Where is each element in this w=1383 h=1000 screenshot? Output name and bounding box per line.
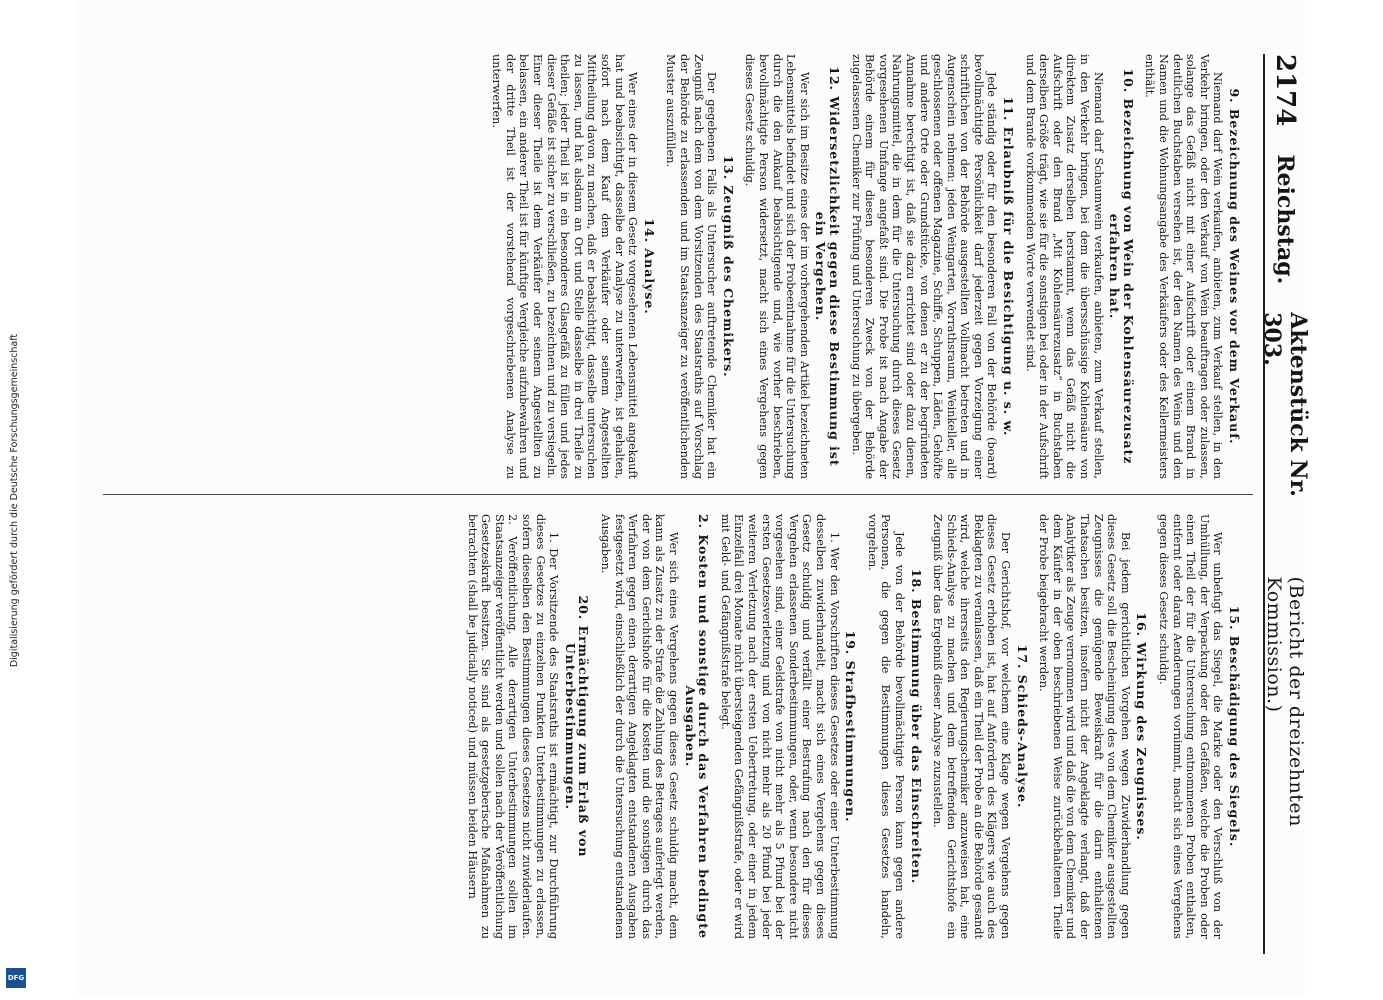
section-text: 1. Wer den Vorschriften dieses Gesetzes oder einer Unterbestimmung desselben zuwiderhandelt, macht sich eines Vergehens gegen dieses Gesetz schuldig und verfällt einer Bestrafung nach den für dieses Vergehen erlassenen Sonderbestimmungen, oder, wenn besondere nicht vorgesehen sind, einer Geldstrafe von nicht mehr als 5 Pfund bei der ersten Gesetzesverletzung und von nicht mehr als 20 Pfund bei jeder weiteren Verletzung nach der ersten Uebertretung, oder einer in jedem Einzelfall drei Monate nicht übersteigenden Gefängnißstrafe, oder er wird mit Geld- und Gefängnißstrafe belegt. — [718, 514, 841, 939]
digitization-note — [0, 0, 30, 1000]
page-number: 2174 — [1270, 54, 1300, 127]
section-title: 18. Bestimmung über das Einschreiten. — [908, 568, 924, 885]
section-text: Bei jedem gerichtlichen Vorgehen wegen Zuwiderhandlung gegen dieses Gesetz soll die Bescheinigung des von dem Chemiker ausgestellten Zeugnisses die genügende Beweiskraft für die darin enthaltenen Thatsachen besitzen, insofern nicht der Angeklagte verlangt, daß der Analytiker als Zeuge vernommen wird und daß die von dem Chemiker und dem Käufer in der oben beschriebenen Weise zurückbehaltenen Theile der Probe beigebracht werden. — [1037, 514, 1132, 939]
column-divider — [103, 494, 1253, 495]
section-text: Wer eines der in diesem Gesetz vorgesehenen Lebensmittel angekauft hat und beabsichtigt, dasselbe der Analyse zu unterwerfen, ist gehalten, sofort nach dem Kauf dem Verkäufer oder seinem Angestellten Mittheilung davon zu machen, daß er beabsichtigt, dasselbe untersuchen zu lassen, und hat alsdann an Ort und Stelle dasselbe in drei Theile zu theilen; jeder Theil ist in ein besonderes Glasgefäß zu füllen und jedes dieser Gefäße ist sicher zu verschließen, zu bezeichnen und zu versiegeln. Einer dieser Theile ist dem Verkäufer oder seinem Angestellten zu belassen, ein anderer Theil ist für künftige Vergleiche aufzubewahren und der dritte Theil ist der vorstehend vorgeschriebenen Analyse zu unterwerfen. — [490, 54, 640, 479]
digitization-note-text: Digitalisierung gefördert durch die Deutsche Forschungsgemeinschaft — [9, 333, 21, 667]
section-text: Jede von der Behörde bevollmächtigte Person kann gegen andere Personen, die gegen die Bestimmungen dieses Gesetzes handeln, vorgehen. — [865, 514, 906, 939]
header-document: Aktenstück Nr. 303. — [1259, 312, 1311, 497]
section-title: 15. Beschädigung des Siegels. — [1227, 605, 1242, 848]
section-text: Jede ständig oder für den besonderen Fall von der Behörde (board) bevollmächtigte Persönlichkeit darf jederzeit gegen Vorzeigung einer schriftlichen von der Behörde ausgestellten Vollmacht betreten und in Augenschein nehmen: jeden Weingarten, Vorrathsraum, Weinkeller, alle geschlossenen oder offenen Magazine, Schiffe, Schuppen, Läden, Gehöfte und andere Orte oder Grundstücke, von denen er zu der begründeten Annahme berechtigt ist, daß sie dazu errichtet sind oder dazu dienen, Nahrungsmittel, die in dem für die Untersuchung durch dieses Gesetz vorgesehenen Umfange angefaßt sind. Die Probe ist nach Angabe der Behörde einem für diesen besonderen Zweck von der Behörde zugelassenen Chemiker zur Prüfung und Untersuchung zu übergeben. — [849, 54, 999, 479]
section-text: Niemand darf Wein verkaufen, anbieten, zum Verkauf stellen, in den Verkehr bringen, oder den Verkauf von Wein beauftragen oder zulassen, solange das Gefäß nicht mit einer Aufschrift oder einem Brand in deutlichen Buchstaben versehen ist, der den Namen des Weins und den Namen und die Wohnungsangabe des Verkäufers oder des Kellermeisters enthält. — [1143, 54, 1225, 479]
section-title: 10. Bezeichnung von Wein der Kohlensäurezusatz erfahren hat. — [1107, 68, 1136, 465]
section-title: 11. Erlaubniß für die Besichtigung u. s. w. — [1001, 96, 1017, 437]
right-column — [89, 514, 1249, 939]
section-title: 20. Ermächtigung zum Erlaß von Unterbestimmungen. — [562, 595, 592, 858]
section-title: 16. Wirkung des Zeugnisses. — [1134, 612, 1150, 841]
section-text: Wer sich im Besitze eines der im vorhergehenden Artikel bezeichneten Lebensmittels befindet und sich der Probeentnahme für die Untersuchung durch die den Ankauf beabsichtigende und, wie vorher beschrieben, bevollmächtigte Person widersetzt, macht sich eines Vergehens gegen dieses Gesetz schuldig. — [743, 54, 811, 479]
section-title: 14. Analyse. — [641, 218, 657, 315]
left-column — [89, 54, 1249, 479]
page-header — [1259, 54, 1311, 954]
document-page — [75, 0, 1311, 994]
dfg-logo — [6, 968, 26, 988]
section-text: Wer unbefugt das Siegel, die Marke oder den Verschluß von der Umhüllung, der Verpackung oder den Gefäßen, welche die Proben oder einen Theil der für die Untersuchung entnommenen Proben enthalten, entfernt oder daran Aenderungen vornimmt, macht sich eines Vergehens gegen dieses Gesetz schuldig. — [1157, 514, 1225, 939]
header-body: Reichstag. — [1272, 154, 1298, 285]
section-title: 13. Zeugniß des Chemikers. — [720, 155, 736, 378]
section-title: 19. Strafbestimmungen. — [843, 630, 859, 823]
section-text: 1. Der Vorsitzende des Staatsraths ist ermächtigt, zur Durchführung dieses Gesetzes zu einzelnen Punkten Unterbestimmungen zu erlassen, sofern dieselben den Bestimmungen dieses Gesetzes nicht zuwiderlaufen. 2. Veröffentlichung. Alle derartigen Unterbestimmungen sollen im Staatsanzeiger veröffentlicht werden und sollen nach der Veröffentlichung Gesetzeskraft besitzen. Sie sind als gesetzgeberische Maßnahmen zu betrachten (shall be judicially noticed) und müssen beiden Häusern — [465, 514, 561, 939]
section-title: 17. Schieds-Analyse. — [1014, 644, 1030, 809]
dfg-logo-text: DFG — [7, 974, 25, 982]
section-text: Wer sich eines Vergehens gegen dieses Gesetz schuldig macht, dem kann als Zusatz zu der Strafe die Zahlung des Betrages auferlegt werden, der von dem Gerichtshofe für die Kosten und die sonstigen durch das Verfahren gegen einen derartigen Angeklagten entstandenen Ausgaben festgesetzt wird, einschließlich der durch die Untersuchung entstandenen Ausgaben. — [599, 514, 681, 939]
header-title: (Bericht der dreizehnten Kommission.) — [1263, 576, 1307, 827]
section-title: 12. Widersetzlichkeit gegen diese Bestimmung ist ein Vergehen. — [813, 66, 842, 467]
section-text: Niemand darf Schaumwein verkaufen, anbieten, zum Verkauf stellen, in den Verkehr bringen, bei dem die übersschüssige Kohlensäure von direktem Zusatz derselben herstammt, wenn das Gefäß nicht die Aufschrift oder den Brand „Mit Kohlensäurezusatz“ in Buchstaben derselben Größe trägt, wie sie für die sonstigen bei oder in der Aufschrift und dem Brande vorkommenden Worte verwendet sind. — [1023, 54, 1105, 479]
section-title: 2. Kosten und sonstige durch das Verfahren bedingte Ausgaben. — [682, 514, 712, 939]
section-text: Der Gerichtshof, vor welchem eine Klage wegen Vergehens gegen dieses Gesetz erhoben ist, hat auf Anfordern des Klägers wie auch des Beklagten zu veranlassen, daß ein Theil der Probe an die Behörde gesandt wird, welche ihrerseits den Regierungschemiker anzuweisen hat, eine Schieds-Analyse zu machen und dem betreffenden Gerichtshofe ein Zeugniß über das Ergebniß dieser Analyse zuzustellen. — [931, 514, 1013, 939]
section-text: Der gegebenen Falls als Untersucher auftretende Chemiker hat ein Zeugniß nach dem von dem Vorsitzenden des Staatsraths auf Vorschlag der Behörde zu erlassenden und im Staatsanzeiger zu veröffentlichenden Muster auszufüllen. — [664, 54, 719, 479]
section-title: 9. Bezeichnung des Weines vor dem Verkauf. — [1227, 88, 1242, 445]
